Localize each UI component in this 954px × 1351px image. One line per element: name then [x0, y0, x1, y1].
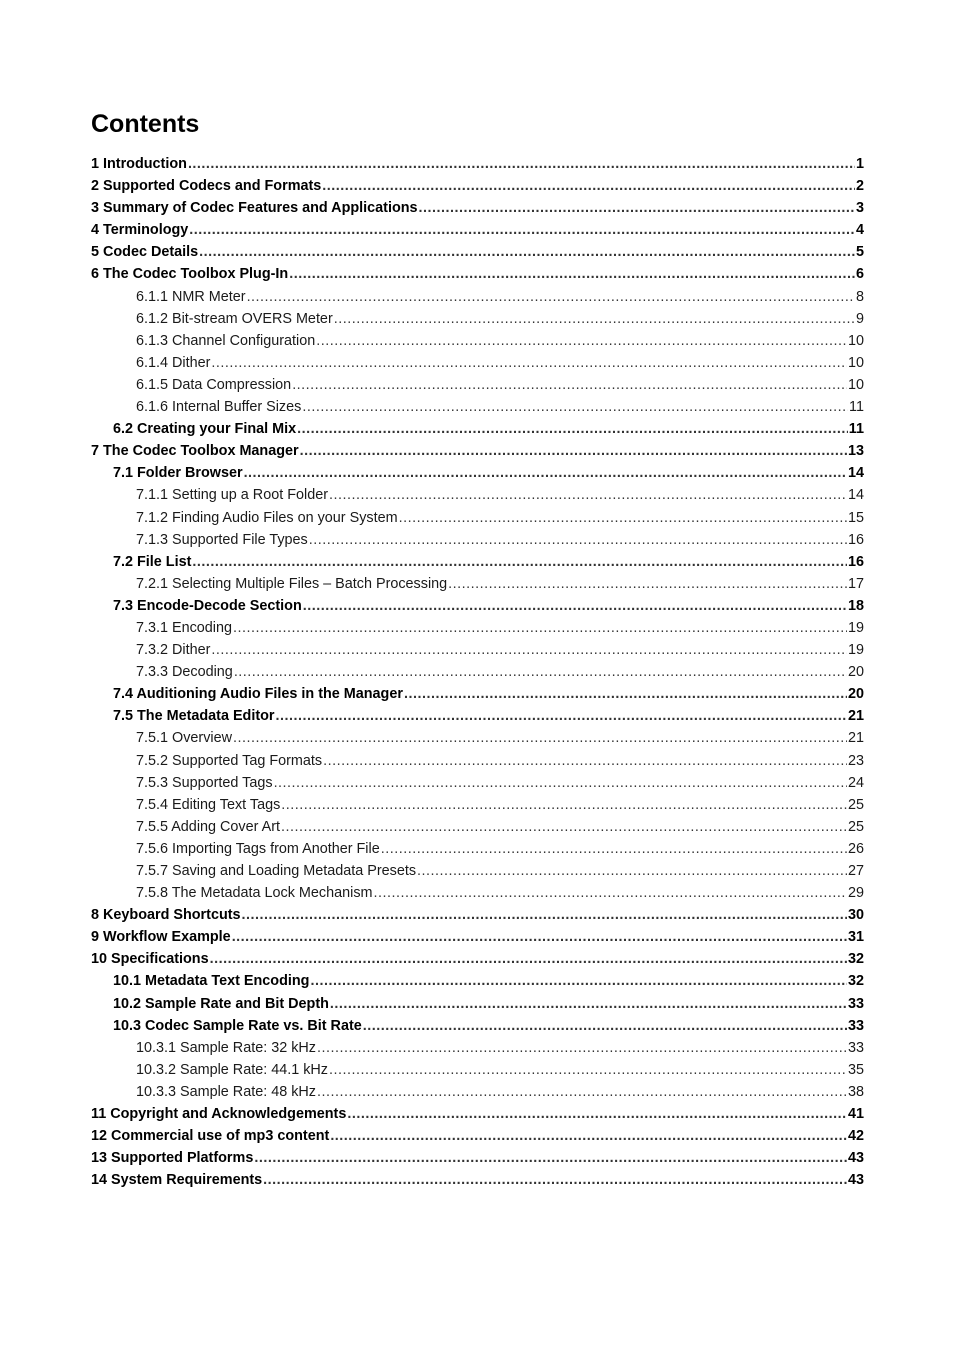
toc-entry-page-number: 11 [849, 399, 864, 416]
toc-entry-page-number: 10 [847, 332, 864, 349]
toc-entry-page-number: 29 [847, 885, 864, 902]
toc-entry-label: 10.3.2 Sample Rate: 44.1 kHz [136, 1061, 328, 1078]
toc-entry[interactable] [91, 507, 864, 529]
toc-entry-label: 7.5.1 Overview [136, 730, 232, 747]
toc-entry[interactable] [91, 970, 864, 992]
toc-entry[interactable] [91, 816, 864, 838]
toc-dot-leader [289, 263, 855, 285]
toc-dot-leader [310, 970, 847, 992]
toc-entry[interactable] [91, 1169, 864, 1191]
toc-entry[interactable] [91, 529, 864, 551]
toc-entry-page-number: 20 [847, 664, 864, 681]
toc-dot-leader [232, 926, 847, 948]
toc-entry-page-number: 38 [847, 1083, 864, 1100]
toc-entry[interactable] [91, 219, 864, 241]
toc-dot-leader [199, 241, 855, 263]
toc-entry-label: 6.1.4 Dither [136, 354, 211, 371]
toc-entry-label: 6.1.3 Channel Configuration [136, 332, 316, 349]
toc-dot-leader [404, 683, 847, 705]
toc-entry-page-number: 3 [855, 200, 864, 217]
toc-entry[interactable] [91, 308, 864, 330]
toc-entry-label: 6.2 Creating your Final Mix [113, 421, 297, 438]
toc-entry-label: 6.1.6 Internal Buffer Sizes [136, 399, 302, 416]
toc-dot-leader [274, 772, 847, 794]
toc-dot-leader [234, 661, 847, 683]
toc-dot-leader [323, 750, 847, 772]
toc-entry-page-number: 42 [847, 1128, 864, 1145]
toc-entry-page-number: 23 [847, 752, 864, 769]
toc-dot-leader [419, 197, 855, 219]
toc-entry-page-number: 5 [855, 244, 864, 261]
toc-dot-leader [417, 860, 847, 882]
toc-dot-leader [263, 1169, 847, 1191]
toc-entry[interactable] [91, 175, 864, 197]
toc-entry[interactable] [91, 263, 864, 285]
toc-entry-page-number: 14 [847, 487, 864, 504]
toc-entry-page-number: 15 [847, 509, 864, 526]
toc-entry[interactable] [91, 1081, 864, 1103]
toc-entry-page-number: 11 [848, 421, 864, 438]
toc-entry[interactable] [91, 705, 864, 727]
toc-entry-label: 3 Summary of Codec Features and Applications [91, 200, 418, 217]
page-title: Contents [91, 110, 200, 138]
toc-entry-label: 6.1.1 NMR Meter [136, 288, 246, 305]
toc-entry-label: 7.2.1 Selecting Multiple Files – Batch Processing [136, 575, 448, 592]
toc-dot-leader [302, 396, 848, 418]
toc-entry-page-number: 25 [847, 796, 864, 813]
toc-dot-leader [347, 1103, 847, 1125]
toc-entry-page-number: 21 [847, 730, 864, 747]
toc-entry-label: 7 The Codec Toolbox Manager [91, 443, 299, 460]
toc-entry-label: 7.1.1 Setting up a Root Folder [136, 487, 328, 504]
toc-entry-page-number: 32 [847, 973, 864, 990]
toc-entry-label: 5 Codec Details [91, 244, 199, 261]
toc-entry-label: 6.1.5 Data Compression [136, 376, 292, 393]
toc-entry-label: 7.5.5 Adding Cover Art [136, 818, 280, 835]
toc-dot-leader [254, 1147, 847, 1169]
toc-dot-leader [303, 595, 847, 617]
toc-entry-page-number: 30 [847, 907, 864, 924]
toc-entry-label: 2 Supported Codecs and Formats [91, 178, 322, 195]
toc-dot-leader [292, 374, 847, 396]
toc-entry[interactable] [91, 794, 864, 816]
toc-dot-leader [244, 462, 847, 484]
toc-entry-page-number: 18 [847, 597, 864, 614]
toc-entry[interactable] [91, 948, 864, 970]
toc-entry-page-number: 8 [855, 288, 864, 305]
toc-entry-label: 14 System Requirements [91, 1172, 263, 1189]
toc-entry-label: 7.2 File List [113, 553, 192, 570]
toc-entry-label: 7.3 Encode-Decode Section [113, 597, 302, 614]
toc-dot-leader [399, 507, 847, 529]
toc-entry-label: 10.1 Metadata Text Encoding [113, 973, 310, 990]
toc-dot-leader [276, 705, 847, 727]
toc-entry[interactable] [91, 484, 864, 506]
toc-entry[interactable] [91, 396, 864, 418]
toc-dot-leader [448, 573, 847, 595]
toc-entry[interactable] [91, 882, 864, 904]
toc-dot-leader [247, 286, 855, 308]
toc-entry-label: 6 The Codec Toolbox Plug-In [91, 266, 289, 283]
toc-entry-label: 7.5 The Metadata Editor [113, 708, 275, 725]
toc-entry-label: 12 Commercial use of mp3 content [91, 1128, 330, 1145]
toc-dot-leader [381, 838, 847, 860]
toc-entry[interactable] [91, 1147, 864, 1169]
toc-entry-page-number: 43 [847, 1172, 864, 1189]
toc-entry-page-number: 25 [847, 818, 864, 835]
toc-dot-leader [330, 993, 847, 1015]
toc-entry-page-number: 21 [847, 708, 864, 725]
toc-entry[interactable] [91, 352, 864, 374]
toc-entry-page-number: 2 [855, 178, 864, 195]
toc-entry[interactable] [91, 1015, 864, 1037]
toc-dot-leader [300, 440, 847, 462]
toc-entry[interactable] [91, 595, 864, 617]
toc-entry[interactable] [91, 1059, 864, 1081]
toc-entry[interactable] [91, 573, 864, 595]
toc-dot-leader [309, 529, 847, 551]
toc-entry-page-number: 1 [855, 156, 864, 172]
toc-dot-leader [334, 308, 855, 330]
toc-dot-leader [329, 484, 847, 506]
toc-entry-page-number: 41 [847, 1106, 864, 1123]
toc-entry[interactable] [91, 153, 864, 175]
toc-dot-leader [374, 882, 847, 904]
toc-entry-page-number: 9 [855, 310, 864, 327]
toc-entry-label: 7.5.6 Importing Tags from Another File [136, 840, 380, 857]
toc-dot-leader [242, 904, 847, 926]
toc-entry[interactable] [91, 1037, 864, 1059]
toc-dot-leader [233, 617, 847, 639]
toc-entry[interactable] [91, 1125, 864, 1147]
toc-entry-page-number: 32 [847, 951, 864, 968]
toc-entry-page-number: 14 [847, 465, 864, 482]
toc-entry-label: 7.3.2 Dither [136, 642, 211, 659]
toc-dot-leader [297, 418, 848, 440]
toc-dot-leader [330, 1125, 847, 1147]
toc-dot-leader [281, 816, 847, 838]
toc-dot-leader [188, 153, 855, 175]
toc-entry-page-number: 31 [847, 929, 864, 946]
toc-dot-leader [322, 175, 855, 197]
toc-entry[interactable] [91, 241, 864, 263]
toc-dot-leader [317, 1037, 847, 1059]
toc-entry-label: 6.1.2 Bit-stream OVERS Meter [136, 310, 333, 327]
toc-entry[interactable] [91, 286, 864, 308]
toc-entry-page-number: 13 [847, 443, 864, 460]
toc-entry[interactable] [91, 197, 864, 219]
toc-entry[interactable] [91, 993, 864, 1015]
toc-entry-label: 10.2 Sample Rate and Bit Depth [113, 995, 329, 1012]
toc-entry-page-number: 19 [847, 642, 864, 659]
toc-entry[interactable] [91, 440, 864, 462]
toc-entry[interactable] [91, 330, 864, 352]
toc-entry-label: 7.5.4 Editing Text Tags [136, 796, 281, 813]
toc-entry[interactable] [91, 639, 864, 661]
toc-entry-label: 1 Introduction [91, 156, 187, 172]
toc-entry-label: 7.5.7 Saving and Loading Metadata Presets [136, 863, 417, 879]
toc-entry-label: 9 Workflow Example [91, 929, 231, 946]
toc-dot-leader [192, 551, 847, 573]
toc-entry-page-number: 43 [847, 1150, 864, 1167]
toc-entry-label: 4 Terminology [91, 222, 189, 239]
toc-dot-leader [317, 1081, 847, 1103]
toc-entry-page-number: 24 [847, 774, 864, 791]
toc-entry-page-number: 26 [847, 840, 864, 857]
toc-entry-label: 7.3.3 Decoding [136, 664, 233, 681]
toc-entry-label: 10 Specifications [91, 951, 209, 968]
toc-entry-label: 7.1.2 Finding Audio Files on your System [136, 509, 398, 526]
toc-entry-page-number: 10 [847, 376, 864, 393]
toc-entry[interactable] [91, 904, 864, 926]
toc-entry-label: 10.3 Codec Sample Rate vs. Bit Rate [113, 1017, 362, 1034]
toc-entry-page-number: 10 [847, 354, 864, 371]
toc-entry[interactable] [91, 683, 864, 705]
toc-entry[interactable] [91, 1103, 864, 1125]
toc-entry-label: 7.5.2 Supported Tag Formats [136, 752, 323, 769]
toc-entry[interactable] [91, 551, 864, 573]
toc-dot-leader [363, 1015, 847, 1037]
toc-entry-page-number: 33 [847, 995, 864, 1012]
toc-entry-label: 7.3.1 Encoding [136, 619, 233, 636]
toc-entry-label: 11 Copyright and Acknowledgements [91, 1106, 347, 1123]
toc-entry-label: 7.4 Auditioning Audio Files in the Manager [113, 686, 403, 703]
toc-entry[interactable] [91, 772, 864, 794]
toc-entry[interactable] [91, 727, 864, 749]
toc-dot-leader [329, 1059, 847, 1081]
toc-entry-page-number: 27 [847, 863, 864, 879]
toc-entry-page-number: 16 [847, 531, 864, 548]
toc-entry-page-number: 16 [847, 553, 864, 570]
toc-entry-page-number: 19 [847, 619, 864, 636]
toc-entry[interactable] [91, 926, 864, 948]
toc-entry-page-number: 20 [847, 686, 864, 703]
toc-entry-label: 7.5.8 The Metadata Lock Mechanism [136, 885, 373, 902]
toc-dot-leader [210, 948, 847, 970]
toc-entry-label: 7.5.3 Supported Tags [136, 774, 273, 791]
toc-entry-label: 8 Keyboard Shortcuts [91, 907, 241, 924]
toc-entry[interactable] [91, 462, 864, 484]
toc-entry-label: 7.1 Folder Browser [113, 465, 243, 482]
toc-entry-page-number: 33 [847, 1039, 864, 1056]
toc-entry[interactable] [91, 838, 864, 860]
toc-entry-page-number: 6 [855, 266, 864, 283]
table-of-contents [91, 153, 864, 1191]
toc-entry-page-number: 35 [847, 1061, 864, 1078]
toc-dot-leader [281, 794, 847, 816]
toc-entry-label: 10.3.1 Sample Rate: 32 kHz [136, 1039, 316, 1056]
toc-entry[interactable] [91, 418, 864, 440]
toc-entry[interactable] [91, 750, 864, 772]
toc-dot-leader [189, 219, 855, 241]
toc-entry-label: 10.3.3 Sample Rate: 48 kHz [136, 1083, 316, 1100]
toc-entry-label: 7.1.3 Supported File Types [136, 531, 308, 548]
toc-entry[interactable] [91, 661, 864, 683]
toc-entry[interactable] [91, 374, 864, 396]
toc-entry[interactable] [91, 860, 864, 882]
toc-entry-page-number: 33 [847, 1017, 864, 1034]
toc-dot-leader [316, 330, 847, 352]
toc-entry[interactable] [91, 617, 864, 639]
toc-entry-page-number: 4 [855, 222, 864, 239]
toc-dot-leader [211, 639, 847, 661]
toc-dot-leader [211, 352, 847, 374]
toc-entry-page-number: 17 [847, 575, 864, 592]
toc-entry-label: 13 Supported Platforms [91, 1150, 254, 1167]
toc-dot-leader [233, 727, 847, 749]
